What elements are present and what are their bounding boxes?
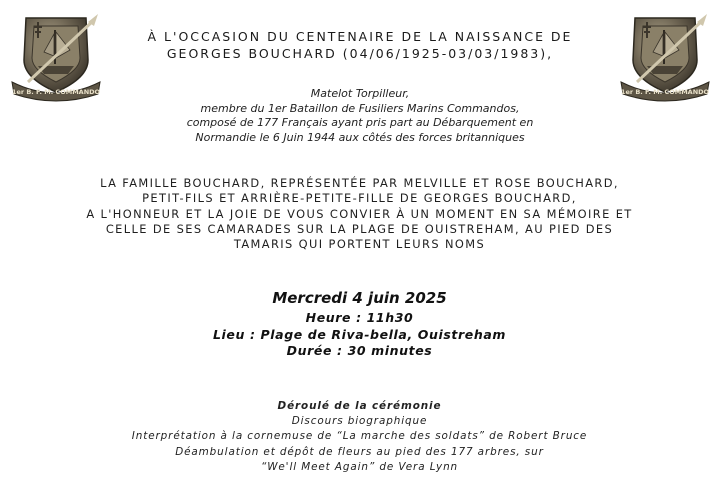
ceremony-item: Déambulation et dépôt de fleurs au pied des 177 arbres, sur bbox=[175, 445, 544, 458]
badge-label: 1er B. F. M. COMMANDO bbox=[620, 88, 710, 96]
event-time: Heure : 11h30 bbox=[305, 310, 414, 325]
subtitle bbox=[120, 87, 600, 145]
ceremony-item: Discours biographique bbox=[291, 415, 428, 428]
invitation-line: LA FAMILLE BOUCHARD, REPRÉSENTÉE PAR MELVILLE ET ROSE BOUCHARD, bbox=[100, 176, 619, 190]
commando-badge-icon bbox=[8, 8, 104, 104]
ceremony-heading: Déroulé de la cérémonie bbox=[277, 400, 442, 412]
invitation-line: A L'HONNEUR ET LA JOIE DE VOUS CONVIER À UN MOMENT EN SA MÉMOIRE ET bbox=[86, 206, 633, 221]
title-line: À L'OCCASION DU CENTENAIRE DE LA NAISSANCE DE bbox=[147, 29, 573, 44]
title-line: GEORGES BOUCHARD (04/06/1925-03/03/1983), bbox=[166, 46, 554, 61]
ceremony-item: Interprétation à la cornemuse de “La marche des soldats” de Robert Bruce bbox=[131, 430, 588, 443]
invitation-text bbox=[20, 176, 699, 252]
ceremony-program bbox=[0, 399, 719, 475]
event-duration: Durée : 30 minutes bbox=[286, 343, 433, 358]
event-details bbox=[0, 310, 719, 360]
subtitle-line: Matelot Torpilleur, bbox=[310, 87, 410, 100]
event-location: Lieu : Plage de Riva-bella, Ouistreham bbox=[212, 326, 506, 342]
invitation-line: TAMARIS QUI PORTENT LEURS NOMS bbox=[233, 237, 486, 252]
commando-badge-right bbox=[617, 8, 713, 104]
invitation-line: PETIT-FILS ET ARRIÈRE-PETITE-FILLE DE GEORGES BOUCHARD, bbox=[142, 191, 577, 206]
page-title bbox=[110, 28, 610, 62]
event-date: Mercredi 4 juin 2025 bbox=[272, 289, 447, 307]
ceremony-item: “We'll Meet Again” de Vera Lynn bbox=[260, 460, 459, 473]
subtitle-line: composé de 177 Français ayant pris part au Débarquement en bbox=[186, 116, 534, 129]
commando-badge-left bbox=[8, 8, 104, 104]
invitation-line: CELLE DE SES CAMARADES SUR LA PLAGE DE OUISTREHAM, AU PIED DES bbox=[105, 221, 614, 236]
commando-badge-icon bbox=[617, 8, 713, 104]
badge-label: 1er B. F. M. COMMANDO bbox=[11, 88, 101, 96]
subtitle-line: Normandie le 6 Juin 1944 aux côtés des forces britanniques bbox=[195, 130, 525, 144]
subtitle-line: membre du 1er Bataillon de Fusiliers Marins Commandos, bbox=[200, 101, 520, 115]
